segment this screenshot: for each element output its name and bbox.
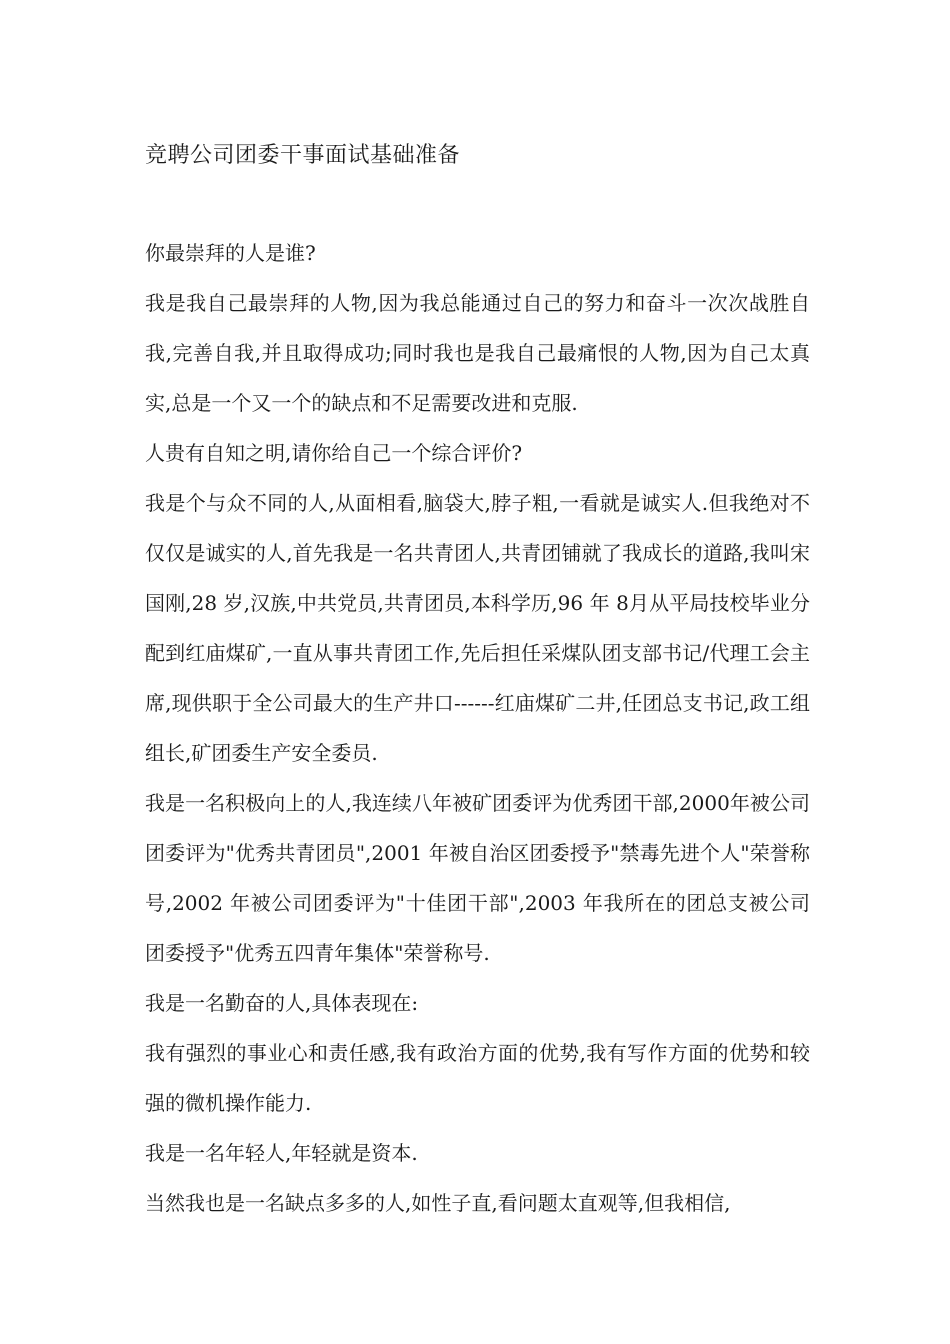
document-title: 竞聘公司团委干事面试基础准备 (145, 143, 461, 168)
document-body (145, 228, 810, 1228)
answer-paragraph: 我是我自己最崇拜的人物,因为我总能通过自己的努力和奋斗一次次战胜自我,完善自我,并且取得成功;同时我也是我自己最痛恨的人物,因为自己太真实,总是一个又一个的缺点和不足需要改进和克服. (145, 291, 810, 415)
answer-paragraph: 我是个与众不同的人,从面相看,脑袋大,脖子粗,一看就是诚实人.但我绝对不仅仅是诚实的人,首先我是一名共青团人,共青团铺就了我成长的道路,我叫宋国刚,28 岁,汉族,中共党员,共青团员,本科学历,96 年 8月从平局技校毕业分配到红庙煤矿,一直从事共青团工作,先后担任采煤队团支部书记/代理工会主席,现供职于全公司最大的生产井口------红庙煤矿二井,任团总支书记,政工组组长,矿团委生产安全委员. (145, 491, 810, 765)
question-paragraph: 你最崇拜的人是谁? (145, 241, 316, 265)
answer-paragraph: 当然我也是一名缺点多多的人,如性子直,看问题太直观等,但我相信, (145, 1191, 731, 1215)
answer-paragraph: 我是一名勤奋的人,具体表现在: (145, 991, 419, 1015)
answer-paragraph: 我有强烈的事业心和责任感,我有政治方面的优势,我有写作方面的优势和较强的微机操作能力. (145, 1041, 810, 1115)
question-paragraph: 人贵有自知之明,请你给自己一个综合评价? (145, 441, 523, 465)
answer-paragraph: 我是一名年轻人,年轻就是资本. (145, 1141, 418, 1165)
answer-paragraph: 我是一名积极向上的人,我连续八年被矿团委评为优秀团干部,2000年被公司团委评为"优秀共青团员",2001 年被自治区团委授予"禁毒先进个人"荣誉称号,2002 年被公司团委评为"十佳团干部",2003 年我所在的团总支被公司团委授予"优秀五四青年集体"荣誉称号. (145, 791, 810, 965)
